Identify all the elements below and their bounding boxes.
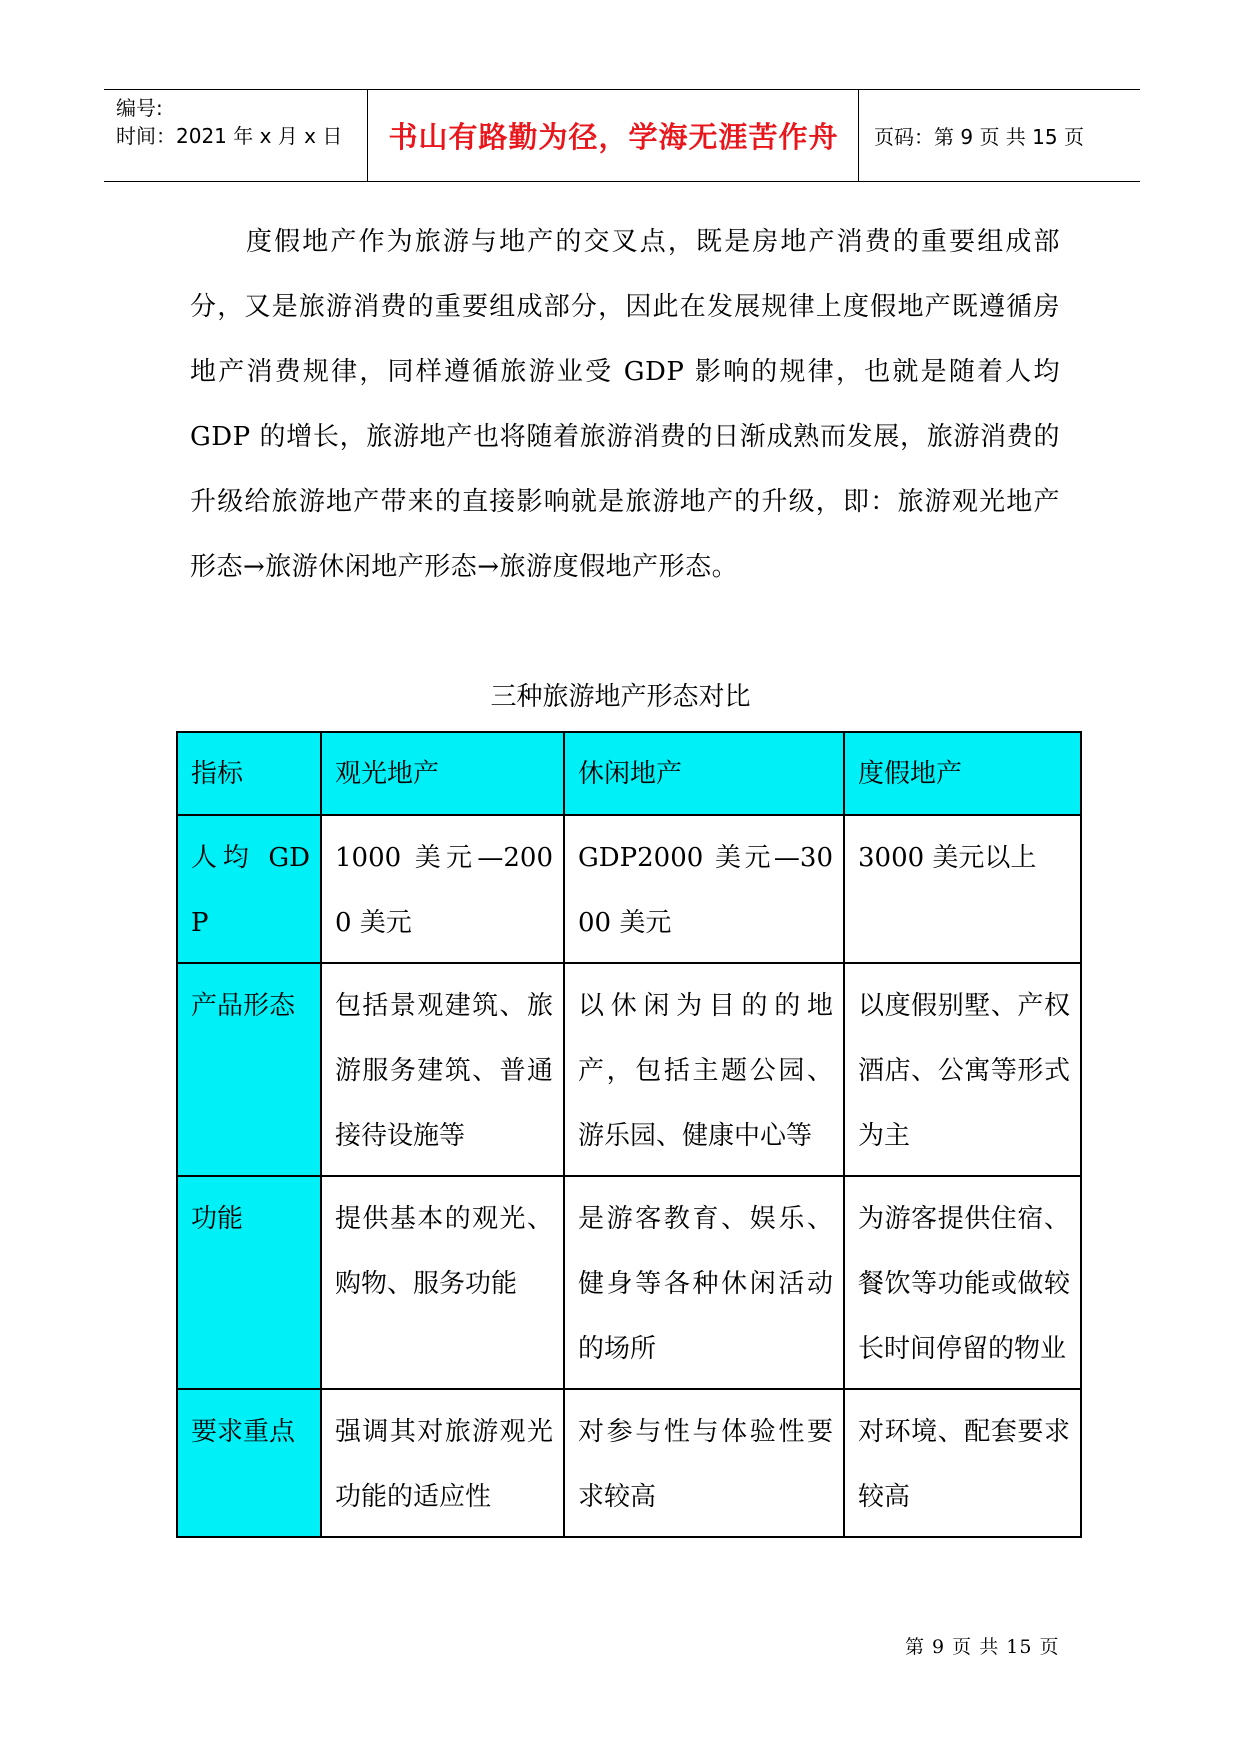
header-divider (858, 90, 859, 181)
table-cell: 以度假别墅、产权酒店、公寓等形式为主 (844, 963, 1081, 1176)
header-time-label: 时间：2021 年 x 月 x 日 (116, 124, 343, 148)
body-paragraph: 度假地产作为旅游与地产的交叉点，既是房地产消费的重要组成部分，又是旅游消费的重要组成部分，因此在发展规律上度假地产既遵循房地产消费规律，同样遵循旅游业受 GDP 影响的规律，也就是随着人均 GDP 的增长，旅游地产也将随着旅游消费的日渐成熟而发展，旅游消费的升级给旅游地产带来的直接影响就是旅游地产的升级，即：旅游观光地产形态→旅游休闲地产形态→旅游度假地产形态。 (190, 227, 1060, 582)
table-row (177, 963, 1081, 1176)
table-cell: 1000 美元—2000 美元 (321, 815, 564, 963)
table-cell: 强调其对旅游观光功能的适应性 (321, 1389, 564, 1537)
table-header-cell: 休闲地产 (564, 732, 844, 815)
table-cell: 提供基本的观光、购物、服务功能 (321, 1176, 564, 1389)
header-page-label: 页码：第 9 页 共 15 页 (874, 125, 1084, 149)
table-row-label: 功能 (177, 1176, 321, 1389)
header-number-label: 编号: (116, 96, 163, 120)
table-cell: 对环境、配套要求较高 (844, 1389, 1081, 1537)
table-cell: 以休闲为目的的地产，包括主题公园、游乐园、健康中心等 (564, 963, 844, 1176)
table-header-row (177, 732, 1081, 815)
table-row (177, 815, 1081, 963)
table-caption: 三种旅游地产形态对比 (490, 682, 751, 712)
table-cell: 包括景观建筑、旅游服务建筑、普通接待设施等 (321, 963, 564, 1176)
table-row-label: 产品形态 (177, 963, 321, 1176)
comparison-table (176, 731, 1082, 1538)
table-header-cell: 观光地产 (321, 732, 564, 815)
table-row-label: 人均 GDP (177, 815, 321, 963)
table-cell: 为游客提供住宿、餐饮等功能或做较长时间停留的物业 (844, 1176, 1081, 1389)
header-meta (116, 94, 342, 150)
page-footer: 第 9 页 共 15 页 (905, 1636, 1060, 1658)
table-row (177, 1389, 1081, 1537)
table-header-cell: 度假地产 (844, 732, 1081, 815)
header-motto: 书山有路勤为径，学海无涯苦作舟 (388, 120, 839, 154)
table-cell: 是游客教育、娱乐、健身等各种休闲活动的场所 (564, 1176, 844, 1389)
table-header-cell: 指标 (177, 732, 321, 815)
table-row-label: 要求重点 (177, 1389, 321, 1537)
table-row (177, 1176, 1081, 1389)
page-header (104, 89, 1140, 182)
table-cell: 3000 美元以上 (844, 815, 1081, 963)
table-cell: GDP2000 美元—3000 美元 (564, 815, 844, 963)
table-cell: 对参与性与体验性要求较高 (564, 1389, 844, 1537)
header-divider (367, 90, 368, 181)
